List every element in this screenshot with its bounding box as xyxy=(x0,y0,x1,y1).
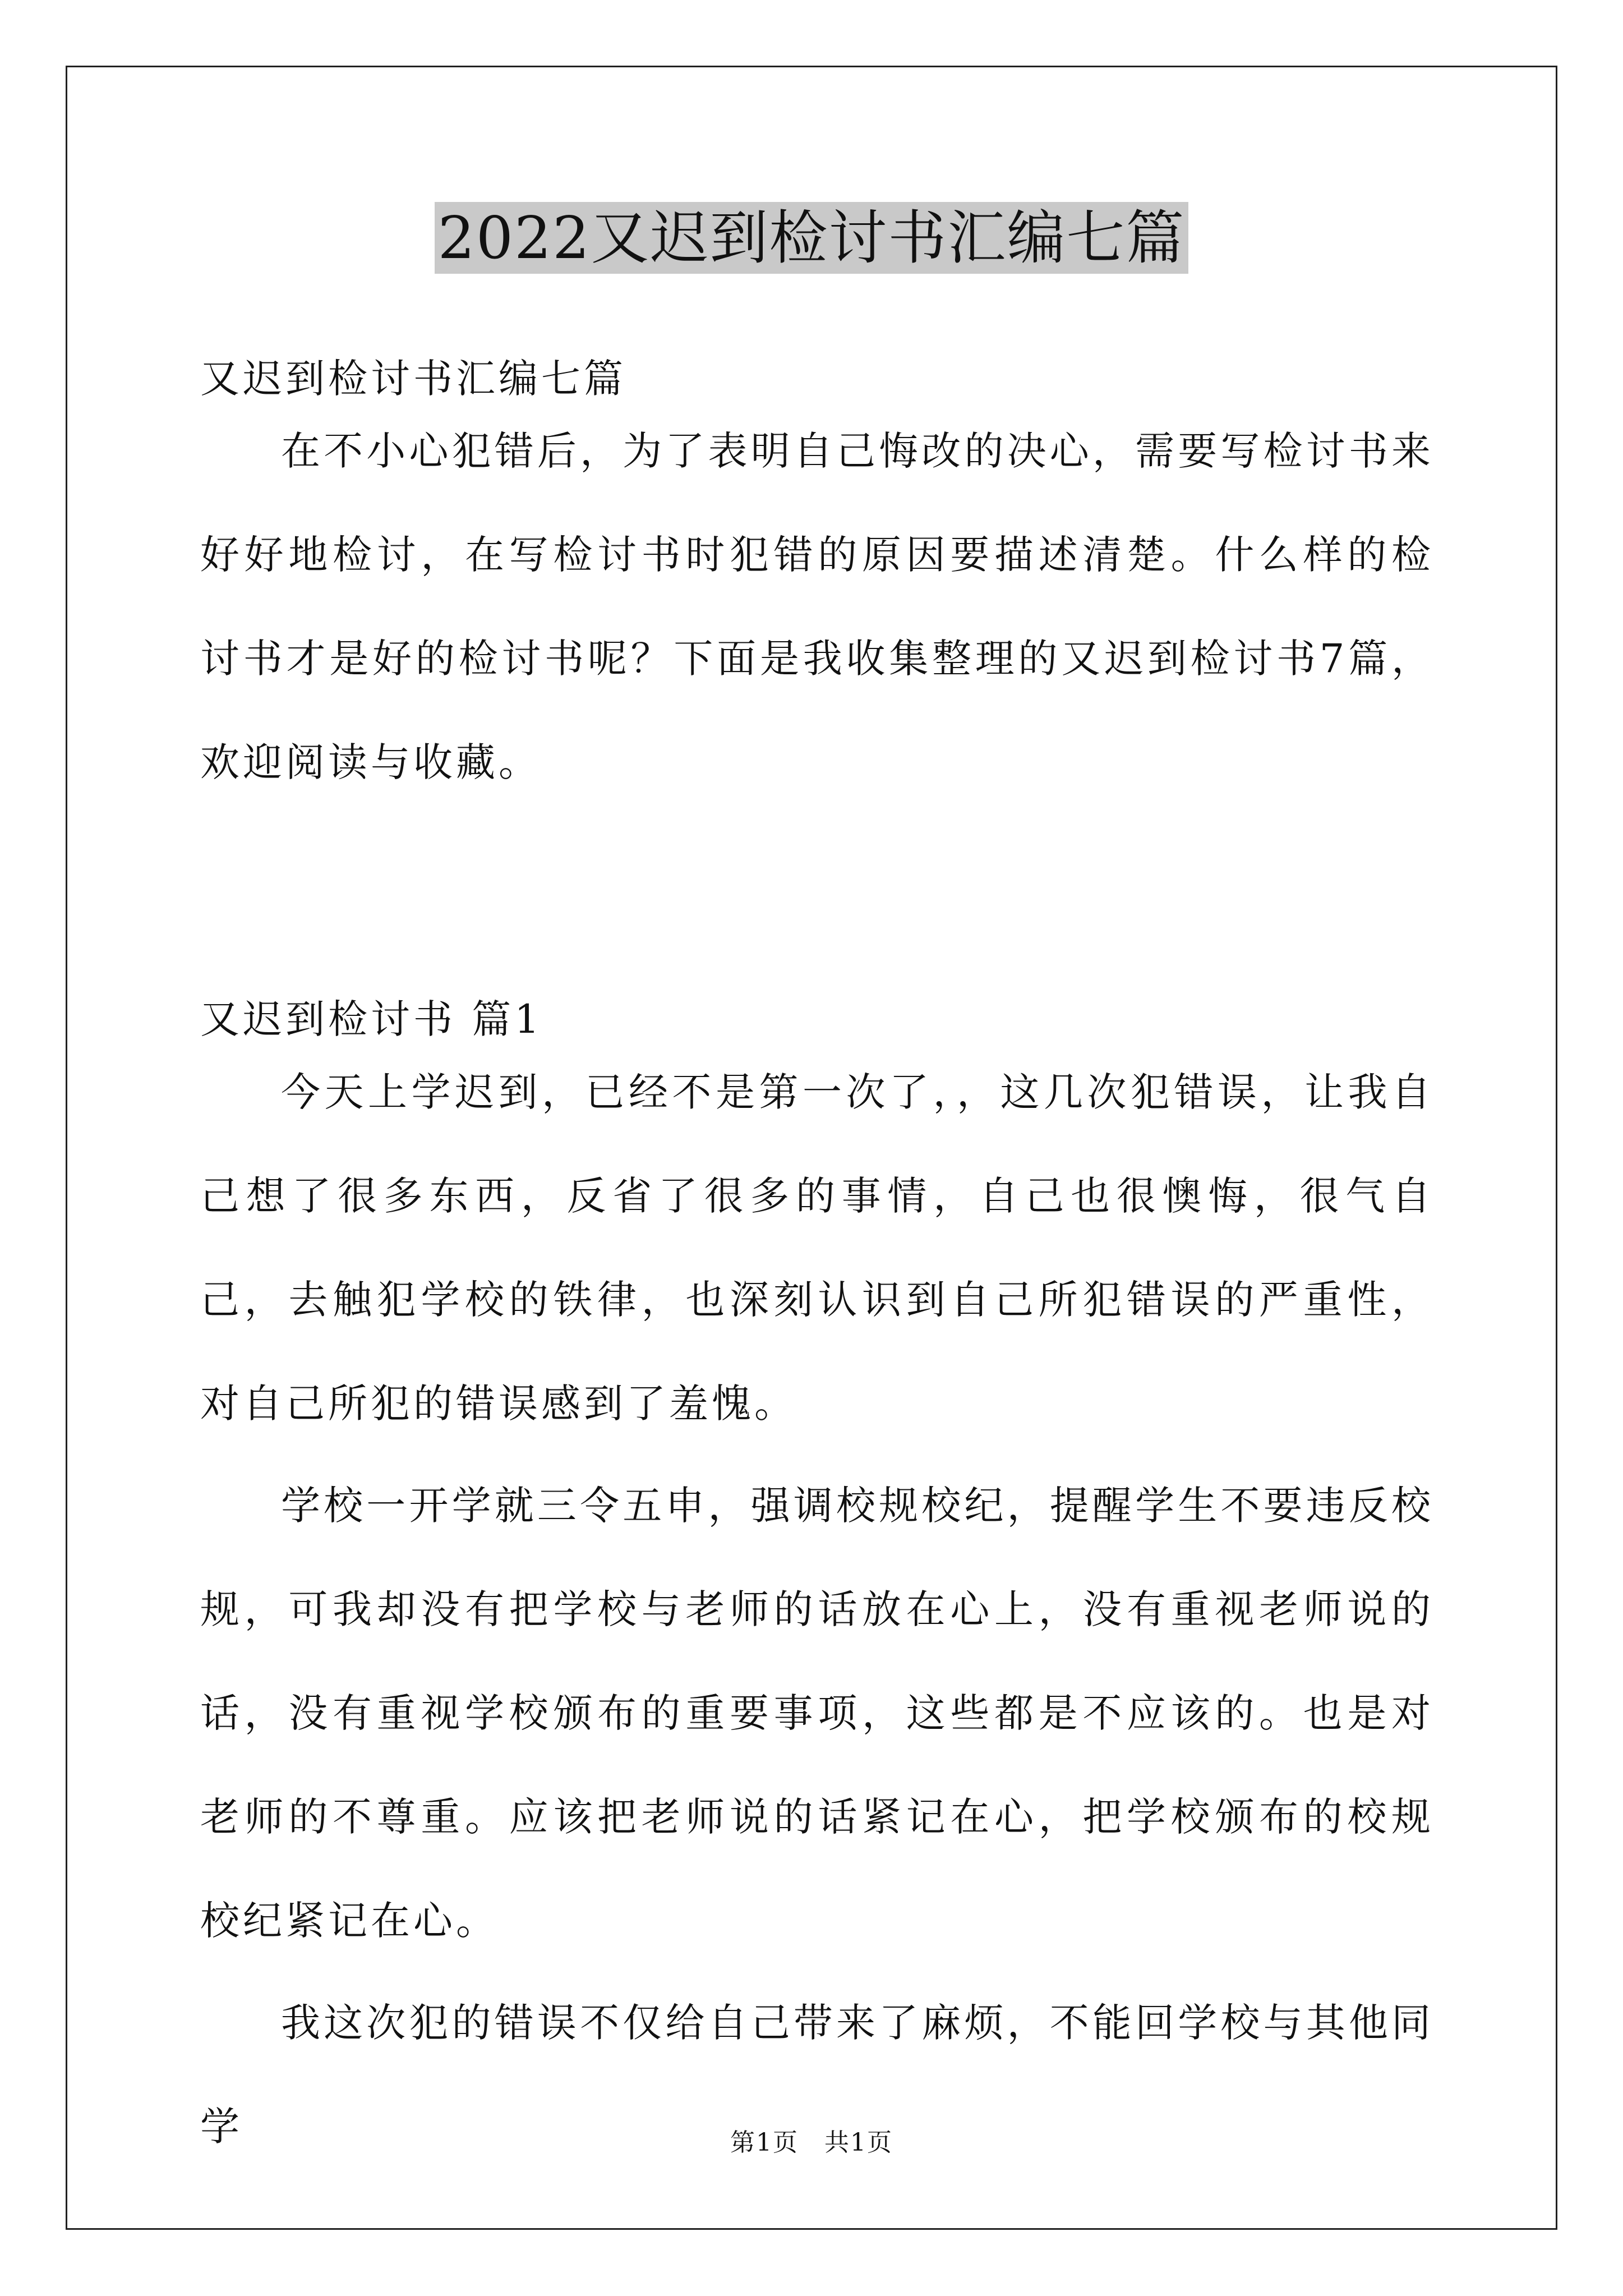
section1-paragraph-1: 今天上学迟到，已经不是第一次了，，这几次犯错误，让我自己想了很多东西，反省了很多的事情，自己也很懊悔，很气自己，去触犯学校的铁律，也深刻认识到自己所犯错误的严重性，对自己所犯的错误感到了羞愧。 xyxy=(200,1069,1434,1427)
section1-paragraph-2: 学校一开学就三令五申，强调校规校纪，提醒学生不要违反校规，可我却没有把学校与老师的话放在心上，没有重视老师说的话，没有重视学校颁布的重要事项，这些都是不应该的。也是对老师的不尊重。应该把老师说的话紧记在心，把学校颁布的校规校纪紧记在心。 xyxy=(200,1483,1434,1944)
section1-paragraph-3: 我这次犯的错误不仅给自己带来了麻烦，不能回学校与其他同学 xyxy=(200,2000,1434,2150)
document-subtitle: 又迟到检讨书汇编七篇 xyxy=(200,356,626,402)
intro-paragraph: 在不小心犯错后，为了表明自己悔改的决心，需要写检讨书来好好地检讨，在写检讨书时犯错的原因要描述清楚。什么样的检讨书才是好的检讨书呢？下面是我收集整理的又迟到检讨书7篇，欢迎阅读与收藏。 xyxy=(200,428,1434,785)
title-container xyxy=(0,202,1623,274)
section-heading-1: 又迟到检讨书 篇1 xyxy=(200,996,543,1042)
page-number-footer: 第1页 共1页 xyxy=(730,2128,893,2157)
document-title: 2022又迟到检讨书汇编七篇 xyxy=(435,202,1189,274)
